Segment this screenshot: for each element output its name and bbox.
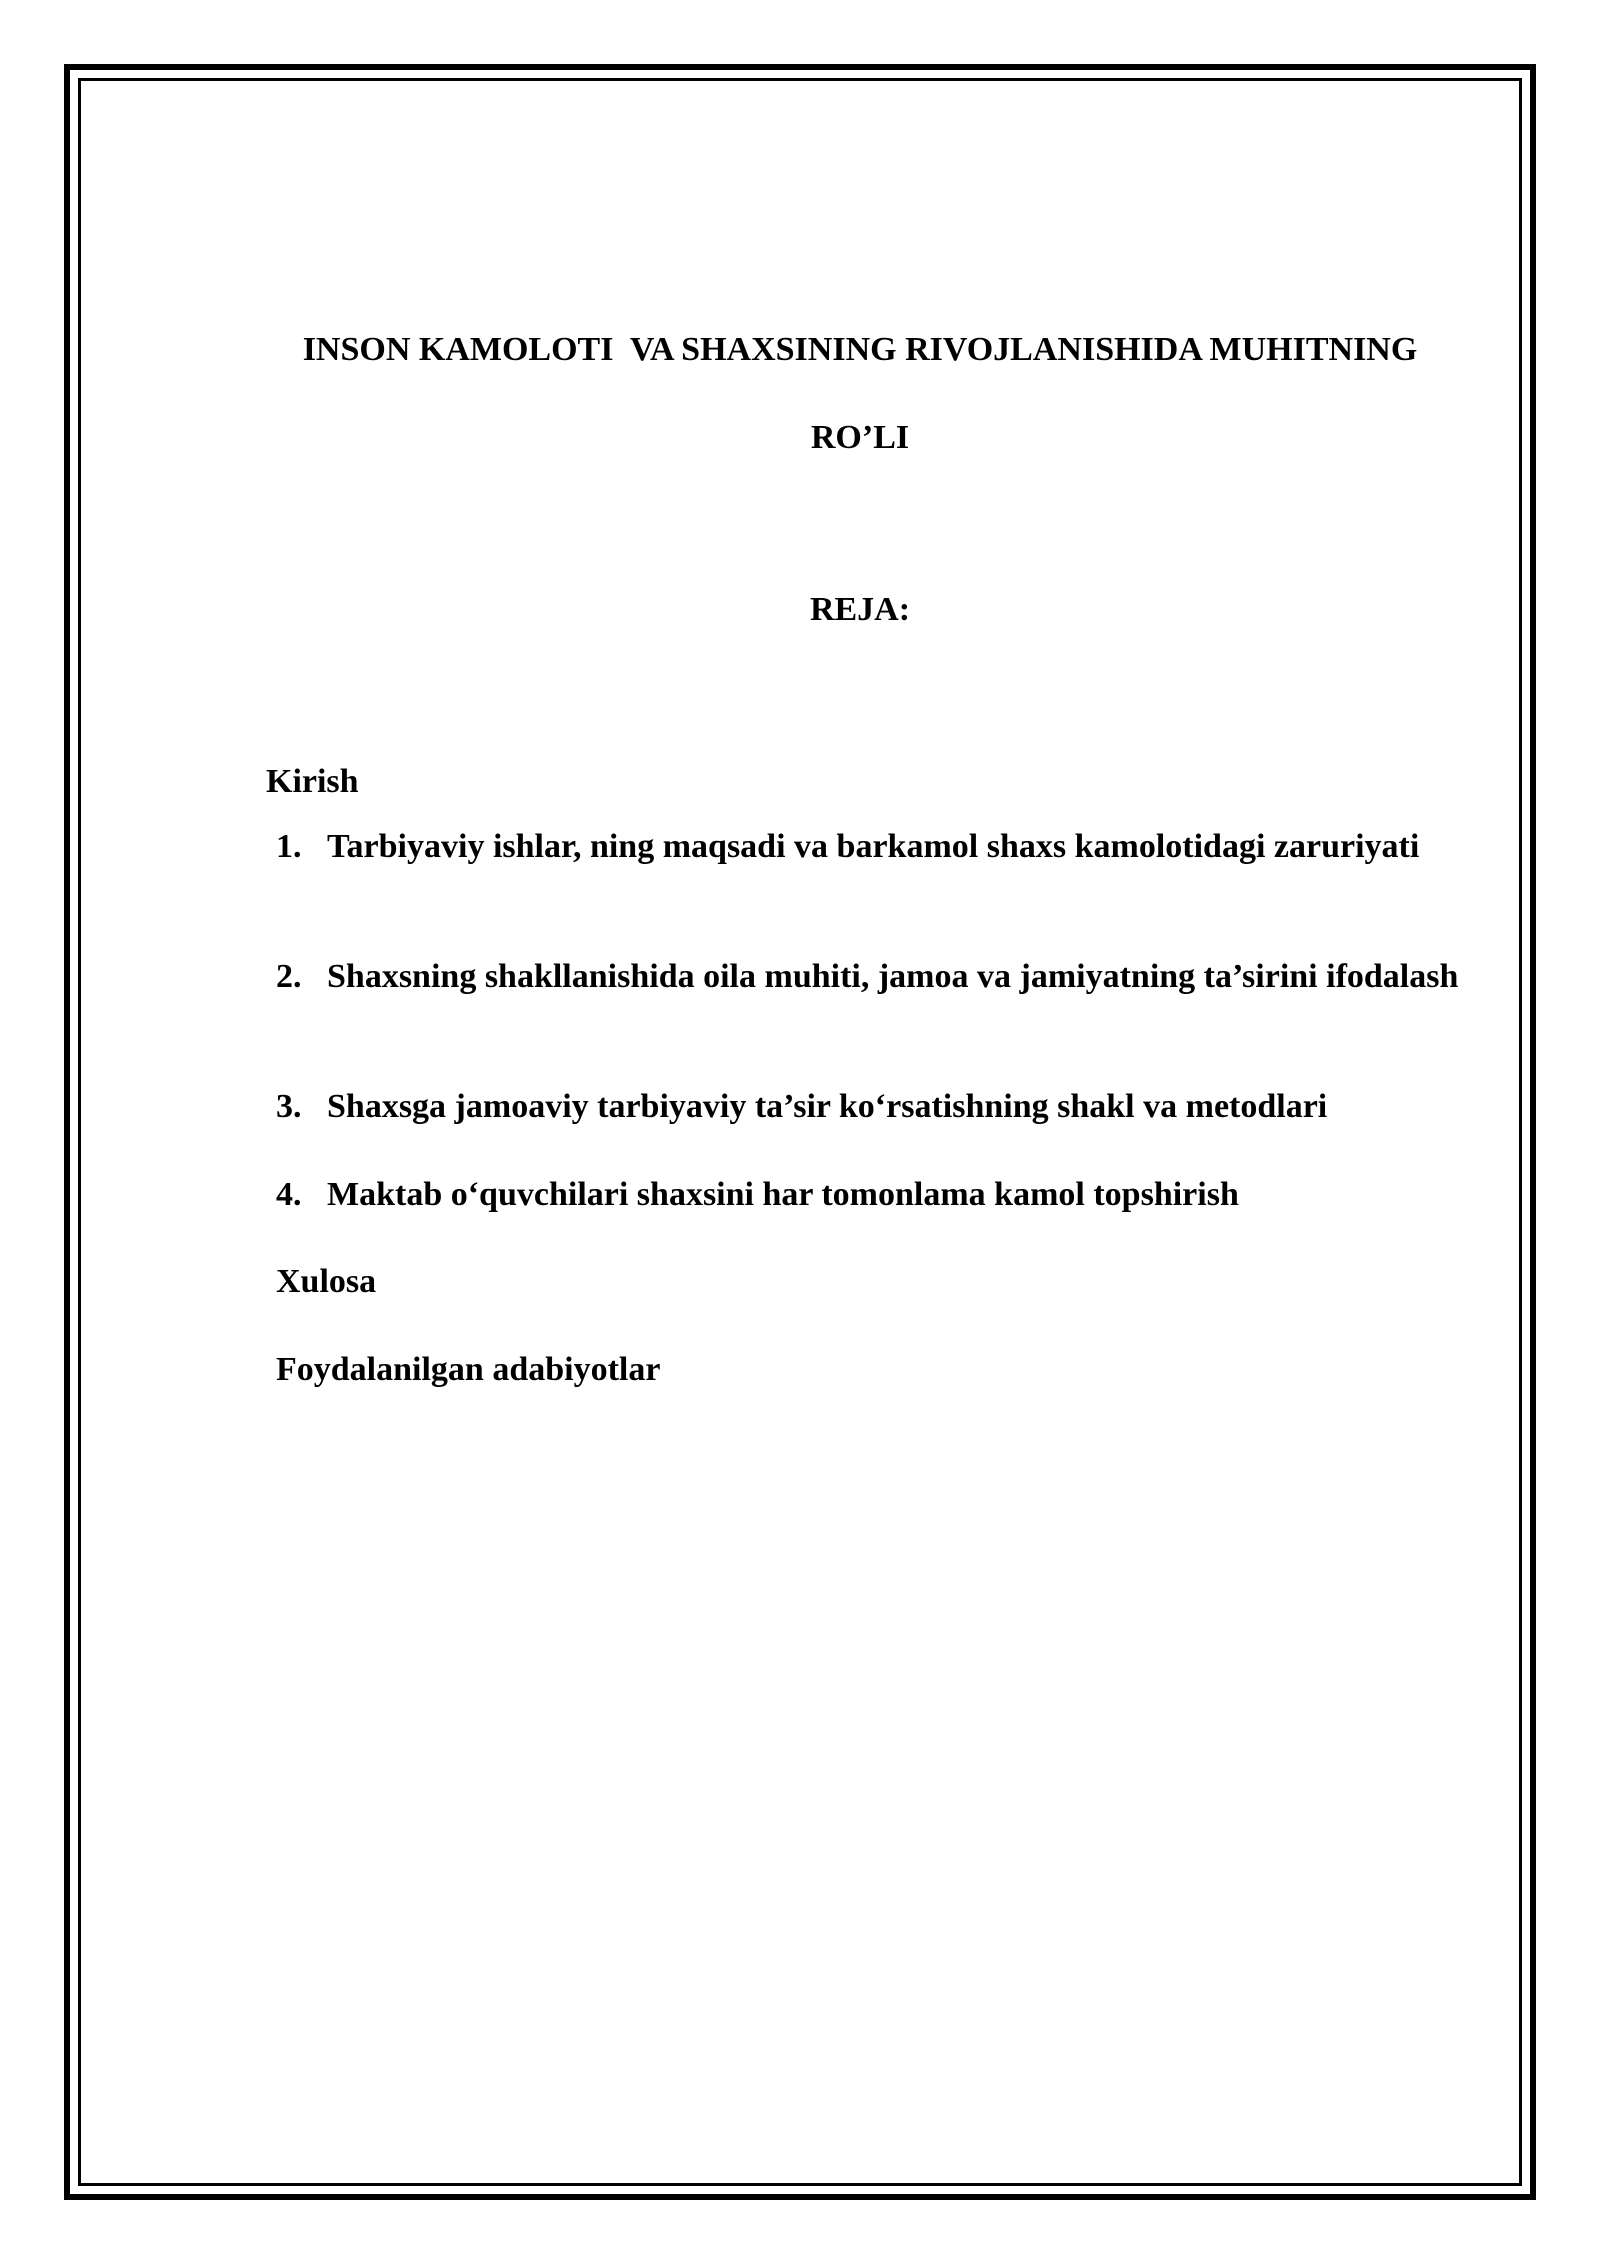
list-item-text: Maktab o‘quvchilari shaxsini har tomonlama kamol topshirish: [327, 1176, 1239, 1213]
plan-references: Foydalanilgan adabiyotlar: [276, 1351, 661, 1388]
plan-list-item: [276, 944, 1488, 1009]
list-item-number: 3.: [276, 1088, 302, 1125]
list-item-number: 4.: [276, 1176, 302, 1213]
list-item-number: 2.: [276, 958, 302, 995]
plan-heading: REJA:: [809, 591, 911, 628]
list-item-text: Tarbiyaviy ishlar, ning maqsadi va barkamol shaxs kamolotidagi zaruriyati: [327, 828, 1420, 865]
plan-intro: Kirish: [266, 763, 359, 800]
page-title-line-1: INSON KAMOLOTI VA SHAXSINING RIVOJLANISHIDA MUHITNING: [302, 331, 1418, 368]
list-item-text: Shaxsga jamoaviy tarbiyaviy ta’sir ko‘rsatishning shakl va metodlari: [327, 1088, 1328, 1125]
list-item-number: 1.: [276, 828, 302, 865]
plan-list-item: [276, 814, 1488, 879]
list-item-text: Shaxsning shakllanishida oila muhiti, jamoa va jamiyatning ta’sirini ifodalash: [327, 958, 1459, 995]
page-title-line-2: RO’LI: [810, 419, 910, 456]
plan-list-item: [276, 1162, 1488, 1227]
plan-list-item: [276, 1074, 1488, 1139]
plan-conclusion: Xulosa: [276, 1263, 377, 1300]
